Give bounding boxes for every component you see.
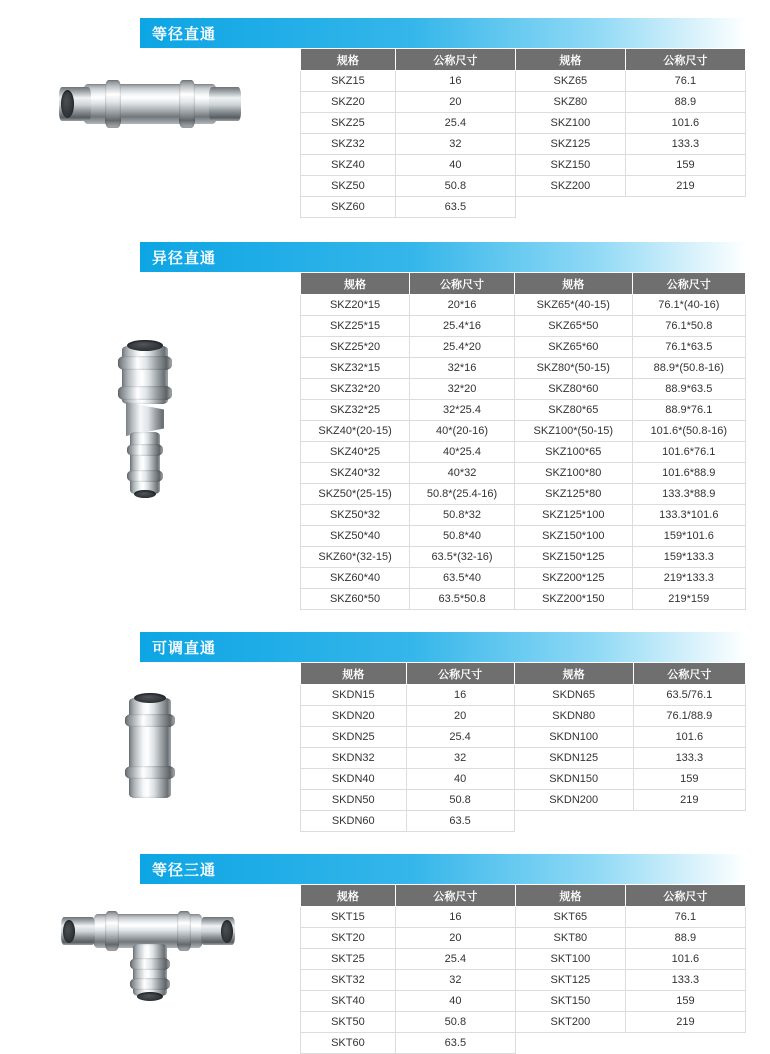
table-row (301, 685, 746, 706)
cell: SKZ65*50 (514, 316, 632, 337)
cell: 63.5/76.1 (633, 685, 745, 706)
reducer-illustration (110, 332, 190, 517)
table-row (301, 706, 746, 727)
spec-table-wrap-4 (300, 884, 770, 1054)
cell: SKZ80*60 (514, 379, 632, 400)
cell: SKT60 (301, 1033, 396, 1054)
cell: SKZ40*25 (301, 442, 410, 463)
cell: 32*16 (410, 358, 515, 379)
cell: 133.3 (625, 134, 745, 155)
cell: 76.1*50.8 (632, 316, 745, 337)
section-title-2: 异径直通 (152, 249, 217, 267)
cell: 40 (395, 155, 515, 176)
spec-table-1 (300, 48, 746, 218)
cell: 40 (395, 991, 515, 1012)
cell: SKZ32 (301, 134, 396, 155)
table-header-row (301, 885, 746, 907)
adjustable-coupling-illustration (119, 688, 181, 808)
cell: 63.5*40 (410, 568, 515, 589)
col-header-size-left: 公称尺寸 (406, 663, 514, 685)
cell: 32*25.4 (410, 400, 515, 421)
section-title-4: 等径三通 (152, 861, 217, 879)
cell: 101.6 (625, 113, 745, 134)
table-row (301, 113, 746, 134)
cell: SKT32 (301, 970, 396, 991)
table-row (301, 379, 746, 400)
cell: SKZ20*15 (301, 295, 410, 316)
table-row (301, 463, 746, 484)
cell: SKZ32*15 (301, 358, 410, 379)
cell: SKDN65 (514, 685, 633, 706)
cell: 133.3 (633, 748, 745, 769)
cell: SKZ65 (515, 71, 625, 92)
table-row (301, 1012, 746, 1033)
cell: 159 (625, 991, 745, 1012)
cell: 20 (395, 928, 515, 949)
table-row (301, 949, 746, 970)
table-row (301, 442, 746, 463)
adjustable-straight-coupling-image (0, 662, 300, 808)
cell: 88.9*63.5 (632, 379, 745, 400)
cell: SKZ150*125 (514, 547, 632, 568)
table-row (301, 790, 746, 811)
cell: 76.1 (625, 71, 745, 92)
cell: 50.8*40 (410, 526, 515, 547)
cell: SKZ200 (515, 176, 625, 197)
cell: 63.5*(32-16) (410, 547, 515, 568)
section-header-bar-1 (140, 18, 746, 48)
table-row (301, 71, 746, 92)
cell: 76.1*63.5 (632, 337, 745, 358)
table-row (301, 748, 746, 769)
cell: 20*16 (410, 295, 515, 316)
table-row (301, 526, 746, 547)
cell: 159 (633, 769, 745, 790)
cell: SKZ40*(20-15) (301, 421, 410, 442)
col-header-size-left: 公称尺寸 (410, 273, 515, 295)
cell: 25.4 (395, 113, 515, 134)
cell-empty (633, 811, 745, 832)
table-row (301, 727, 746, 748)
table-row (301, 155, 746, 176)
cell: SKZ150*100 (514, 526, 632, 547)
cell: 133.3*88.9 (632, 484, 745, 505)
cell: 32 (406, 748, 514, 769)
col-header-spec-right: 规格 (515, 885, 625, 907)
cell: SKZ100*80 (514, 463, 632, 484)
cell: 159*101.6 (632, 526, 745, 547)
cell: 88.9 (625, 92, 745, 113)
spec-table-4 (300, 884, 746, 1054)
table-row (301, 134, 746, 155)
cell: SKT125 (515, 970, 625, 991)
cell: 16 (395, 907, 515, 928)
cell: 159*133.3 (632, 547, 745, 568)
cell: 25.4*16 (410, 316, 515, 337)
table-row (301, 1033, 746, 1054)
cell: SKZ65*(40-15) (514, 295, 632, 316)
cell: SKZ32*25 (301, 400, 410, 421)
cell: 219 (625, 1012, 745, 1033)
cell: SKT100 (515, 949, 625, 970)
cell-empty (515, 197, 625, 218)
section-adjustable-straight (0, 610, 770, 832)
cell: 76.1*(40-16) (632, 295, 745, 316)
cell: SKZ200*125 (514, 568, 632, 589)
cell: SKDN200 (514, 790, 633, 811)
cell: 32 (395, 970, 515, 991)
cell: SKT20 (301, 928, 396, 949)
cell-empty (625, 1033, 745, 1054)
table-row (301, 928, 746, 949)
col-header-spec-right: 规格 (514, 273, 632, 295)
cell: 32*20 (410, 379, 515, 400)
col-header-size-right: 公称尺寸 (633, 663, 745, 685)
cell: SKZ50*40 (301, 526, 410, 547)
cell: 63.5*50.8 (410, 589, 515, 610)
cell: 219 (633, 790, 745, 811)
cell: 40*(20-16) (410, 421, 515, 442)
col-header-spec-left: 规格 (301, 885, 396, 907)
cell: SKZ60 (301, 197, 396, 218)
table-row (301, 505, 746, 526)
cell: SKT50 (301, 1012, 396, 1033)
cell: SKZ80*65 (514, 400, 632, 421)
cell: SKZ65*60 (514, 337, 632, 358)
spec-table-wrap-3 (300, 662, 770, 832)
cell: SKZ40*32 (301, 463, 410, 484)
cell: SKZ200*150 (514, 589, 632, 610)
col-header-spec-left: 规格 (301, 663, 407, 685)
cell: 20 (406, 706, 514, 727)
cell: SKZ100 (515, 113, 625, 134)
cell: 25.4 (406, 727, 514, 748)
col-header-spec-left: 规格 (301, 273, 410, 295)
cell: SKZ60*50 (301, 589, 410, 610)
section-header-bar-4 (140, 854, 746, 884)
cell: SKT200 (515, 1012, 625, 1033)
cell: 25.4*20 (410, 337, 515, 358)
tee-illustration (43, 904, 258, 1024)
col-header-spec-right: 规格 (515, 49, 625, 71)
cell: 101.6*88.9 (632, 463, 745, 484)
col-header-spec-left: 规格 (301, 49, 396, 71)
cell: 63.5 (406, 811, 514, 832)
table-row (301, 316, 746, 337)
section-title-3: 可调直通 (152, 639, 217, 657)
cell: 50.8*32 (410, 505, 515, 526)
section-header-bar-2 (140, 242, 746, 272)
cell: 20 (395, 92, 515, 113)
cell: SKZ60*40 (301, 568, 410, 589)
table-row (301, 421, 746, 442)
table-row (301, 991, 746, 1012)
cell: 101.6 (625, 949, 745, 970)
table-row (301, 811, 746, 832)
cell: SKZ25*20 (301, 337, 410, 358)
cell: SKDN60 (301, 811, 407, 832)
cell: 32 (395, 134, 515, 155)
cell: SKDN50 (301, 790, 407, 811)
cell: 50.8 (406, 790, 514, 811)
table-row (301, 176, 746, 197)
cell: SKZ25 (301, 113, 396, 134)
cell: 219*159 (632, 589, 745, 610)
cell: SKZ100*65 (514, 442, 632, 463)
section-header-bar-3 (140, 632, 746, 662)
cell: 40 (406, 769, 514, 790)
cell: 101.6 (633, 727, 745, 748)
cell: SKZ125*80 (514, 484, 632, 505)
cell: 63.5 (395, 1033, 515, 1054)
equal-straight-coupling-image (0, 48, 300, 136)
cell: 16 (406, 685, 514, 706)
cell: 16 (395, 71, 515, 92)
cell: 159 (625, 155, 745, 176)
cell: 50.8*(25.4-16) (410, 484, 515, 505)
cell: SKT65 (515, 907, 625, 928)
table-header-row (301, 49, 746, 71)
straight-coupling-illustration (55, 72, 245, 136)
table-row (301, 547, 746, 568)
table-row (301, 589, 746, 610)
cell: SKT80 (515, 928, 625, 949)
table-row (301, 484, 746, 505)
table-row (301, 295, 746, 316)
spec-table-wrap-1 (300, 48, 770, 218)
cell: SKZ25*15 (301, 316, 410, 337)
table-header-row (301, 663, 746, 685)
cell: SKDN150 (514, 769, 633, 790)
table-row (301, 400, 746, 421)
col-header-spec-right: 规格 (514, 663, 633, 685)
table-row (301, 907, 746, 928)
cell: 50.8 (395, 1012, 515, 1033)
cell: SKZ150 (515, 155, 625, 176)
cell: SKDN20 (301, 706, 407, 727)
cell: 219*133.3 (632, 568, 745, 589)
col-header-size-left: 公称尺寸 (395, 49, 515, 71)
cell: SKZ60*(32-15) (301, 547, 410, 568)
cell: SKZ20 (301, 92, 396, 113)
cell: SKZ50*(25-15) (301, 484, 410, 505)
table-row (301, 197, 746, 218)
table-row (301, 568, 746, 589)
cell: SKT40 (301, 991, 396, 1012)
cell: 63.5 (395, 197, 515, 218)
cell: 88.9*76.1 (632, 400, 745, 421)
table-row (301, 970, 746, 991)
cell: SKZ32*20 (301, 379, 410, 400)
cell: 219 (625, 176, 745, 197)
cell: 76.1 (625, 907, 745, 928)
cell: 133.3 (625, 970, 745, 991)
spec-table-3 (300, 662, 746, 832)
cell: 40*25.4 (410, 442, 515, 463)
col-header-size-right: 公称尺寸 (625, 49, 745, 71)
cell: SKDN100 (514, 727, 633, 748)
cell: SKDN15 (301, 685, 407, 706)
cell: SKZ100*(50-15) (514, 421, 632, 442)
table-header-row (301, 273, 746, 295)
reducing-straight-coupling-image (0, 272, 300, 517)
cell: SKZ40 (301, 155, 396, 176)
table-row (301, 92, 746, 113)
cell: SKZ80*(50-15) (514, 358, 632, 379)
section-title-1: 等径直通 (152, 25, 217, 43)
cell-empty (515, 1033, 625, 1054)
cell: SKZ50*32 (301, 505, 410, 526)
cell: SKT15 (301, 907, 396, 928)
table-row (301, 358, 746, 379)
col-header-size-left: 公称尺寸 (395, 885, 515, 907)
cell: SKZ15 (301, 71, 396, 92)
cell-empty (514, 811, 633, 832)
table-row (301, 337, 746, 358)
cell: 133.3*101.6 (632, 505, 745, 526)
cell: 101.6*(50.8-16) (632, 421, 745, 442)
cell: SKZ125*100 (514, 505, 632, 526)
cell: 88.9*(50.8-16) (632, 358, 745, 379)
cell: 50.8 (395, 176, 515, 197)
cell: SKZ50 (301, 176, 396, 197)
equal-tee-image (0, 884, 300, 1024)
col-header-size-right: 公称尺寸 (625, 885, 745, 907)
table-row (301, 769, 746, 790)
cell: SKDN40 (301, 769, 407, 790)
cell: SKDN25 (301, 727, 407, 748)
cell: 76.1/88.9 (633, 706, 745, 727)
cell: SKT150 (515, 991, 625, 1012)
cell: SKT25 (301, 949, 396, 970)
col-header-size-right: 公称尺寸 (632, 273, 745, 295)
section-equal-straight (0, 0, 770, 218)
spec-table-2 (300, 272, 746, 610)
cell: SKDN32 (301, 748, 407, 769)
cell-empty (625, 197, 745, 218)
cell: SKDN80 (514, 706, 633, 727)
cell: 40*32 (410, 463, 515, 484)
section-reducing-straight (0, 218, 770, 610)
spec-table-wrap-2 (300, 272, 770, 610)
cell: 88.9 (625, 928, 745, 949)
cell: SKZ80 (515, 92, 625, 113)
cell: 25.4 (395, 949, 515, 970)
section-equal-tee (0, 832, 770, 1054)
cell: SKDN125 (514, 748, 633, 769)
cell: 101.6*76.1 (632, 442, 745, 463)
cell: SKZ125 (515, 134, 625, 155)
